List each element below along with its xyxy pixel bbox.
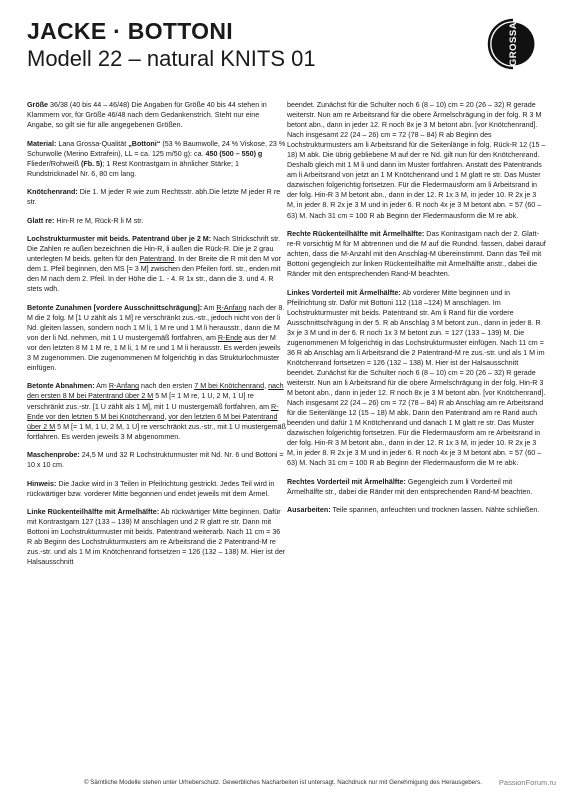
instruction-paragraph	[287, 505, 546, 515]
instruction-paragraph	[27, 216, 286, 226]
paragraph-text: Die 1. M jeder R wie zum Rechtsstr. abh.Die letzte M jeder R re str.	[27, 188, 281, 207]
paragraph-text: Ab rückwärtiger Mitte beginnen. Dafür mit Kontrastgarn 127 (133 – 139) M anschlagen und 2 R glatt re str. Dann mit Bottoni im Lochstrukturmuster mit beids. Patentrand weiterarb. Nach 11 cm = 36 R ab Beginn des Lochstrukturmusters am re Arbeitsrand die 2 Patentrand-M re zus.-str. und als 1 M im Knötchenrand fortsetzen = 126 (132 – 138) M. Hier ist der Halsausschnitt	[27, 508, 286, 567]
lana-grossa-logo	[487, 16, 539, 76]
instruction-paragraph	[27, 100, 286, 130]
paragraph-text: (Fb. 5)	[80, 159, 103, 168]
section-heading: Linke Rückenteilhälfte mit Ärmelhälfte:	[27, 508, 160, 517]
instruction-paragraph	[27, 479, 286, 499]
svg-text:LANA: LANA	[493, 35, 499, 53]
section-heading: Ausarbeiten:	[287, 506, 331, 515]
instruction-paragraph	[287, 288, 546, 469]
svg-text:GROSSA: GROSSA	[508, 21, 519, 67]
paragraph-text: 5 M [= 1 M re, 1 U, 2 M, 1 U] re verschränkt zus.-str. [1 U zählt als 1 M], mit 1 U mustergemäß fortfahren, am	[27, 392, 272, 411]
paragraph-text: ; 1 Rest Kontrastgarn in ähnlicher Stärke; 1 Rundstricknadel Nr. 6, 80 cm lang.	[27, 159, 239, 178]
paragraph-text: Nach Strickschrift str. Die Zahlen re außen bezeichnen die Hin-R, li außen die Rück-R. Die je 2 grau unterlegten M beids. gelten für den	[27, 235, 281, 264]
paragraph-text: 36/38 (40 bis 44 – 46/48) Die Angaben für Größe 40 bis 44 stehen in Klammern vor, für Größe 46/48 nach dem Gedankenstrich. Steht nur eine Angabe, so gilt sie für alle angegebenen Größen.	[27, 101, 267, 130]
instruction-paragraph	[27, 303, 286, 373]
paragraph-text: Das Kontrastgarn nach der 2. Glatt-re-R vorsichtig M für M abtrennen und die M auf die Rundnd. fassen, dabei darauf achten, dass die M-Anzahl mit den Anschlag-M übereinstimmt. Dann das Teil mit Bottoni gegengleich zur linken Rückenteilhälfte mit Ärmelhälfte anstr., dabei die Ränder mit den entsprechenden Rand-M beachten.	[287, 229, 546, 279]
page-subtitle: Modell 22 – natural KNITS 01	[27, 46, 316, 71]
paragraph-text: nach der 8. M die 2 folg. M [1 U zählt als 1 M] re verschränkt zus.-str., jedoch nicht von der li Nd. gleiten lassen, sondern noch 1 M li, 1 M re und 1 M li herausstr., dann die M von der li Nd. nehmen, mit 1 U mustergemäß fortfahren, am	[27, 303, 285, 342]
instruction-paragraph	[287, 229, 546, 279]
instruction-paragraph	[27, 381, 286, 441]
paragraph-text: Gegengleich zum li Vorderteil mit Ärmelhälfte str., dabei die Ränder mit den entsprechenden Rand-M beachten.	[287, 477, 533, 496]
instruction-paragraph	[27, 234, 286, 294]
section-heading: Knötchenrand:	[27, 188, 78, 197]
paragraph-text: Am	[202, 303, 217, 312]
section-heading: Größe	[27, 101, 49, 109]
section-heading: Material:	[27, 139, 57, 148]
paragraph-text: R-Anfang	[108, 382, 140, 391]
instruction-paragraph	[27, 187, 286, 207]
paragraph-text: Lana Grossa-Qualität	[56, 139, 129, 148]
paragraph-text: Die Jacke wird in 3 Teilen in Pfeilrichtung gestrickt. Jedes Teil wird in rückwärtiger bzw. vorderer Mitte begonnen und endet jeweils mit dem Ärmel.	[27, 479, 275, 498]
watermark: PassionForum.ru	[498, 778, 556, 787]
instruction-paragraph	[27, 450, 286, 470]
section-heading: Maschenprobe:	[27, 451, 80, 460]
paragraph-text: „Bottoni“	[128, 139, 161, 148]
page-title: JACKE · BOTTONI	[27, 18, 233, 44]
section-heading: Rechte Rückenteilhälfte mit Ärmelhälfte:	[287, 229, 425, 238]
section-heading: Glatt re:	[27, 216, 55, 225]
section-heading: Betonte Zunahmen [vordere Ausschnittschrägung]:	[27, 303, 203, 312]
right-column	[287, 100, 546, 524]
copyright-footer: © Sämtliche Modelle stehen unter Urheberschutz. Gewerbliches Nacharbeiten ist untersagt. Nachdruck nur mit Genehmigung des Herausgebers.	[83, 779, 482, 786]
paragraph-text: ,	[164, 412, 169, 421]
instruction-paragraph	[287, 100, 546, 221]
paragraph-text: (53 % Baumwolle, 24 % Viskose, 23 % Schurwolle (Merino Extrafein), LL = ca. 125 m/50 g): ca.	[27, 139, 286, 158]
paragraph-text: Teile spannen, anfeuchten und trocknen lassen. Nähte schließen.	[330, 506, 540, 515]
paragraph-text: Am	[94, 382, 109, 391]
paragraph-text: vor den letzten 6 M bei Patentrand über 2 M	[27, 412, 278, 431]
paragraph-text: Flieder/Rohweiß	[27, 159, 81, 168]
paragraph-text: ,	[264, 382, 269, 391]
paragraph-text: Hin-R re M, Rück-R li M str.	[54, 216, 144, 225]
section-heading: Hinweis:	[27, 479, 57, 488]
section-heading: Rechtes Vorderteil mit Ärmelhälfte:	[287, 477, 406, 486]
paragraph-text: R-Anfang	[216, 303, 247, 312]
paragraph-text: R-Ende	[217, 333, 243, 342]
instruction-paragraph	[27, 139, 286, 179]
paragraph-text: nach den ersten	[139, 382, 195, 391]
paragraph-text: nach den ersten 8 M bei Patentrand über 2 M	[27, 382, 284, 401]
paragraph-text: R-Ende vor den letzten 5 M bei Knötchenrand	[27, 402, 279, 421]
paragraph-text: . In der Breite die R mit den M vor dem 1. Pfeil beginnen, den MS [= 3 M] zwischen den Pfeilen fortl. str., enden mit den M nach dem 2. Pfeil. In der Höhe die 1. - 4. R 1x str., dann die 3. und 4. R stets wdh.	[27, 255, 282, 294]
section-heading: Betonte Abnahmen:	[27, 382, 95, 391]
section-heading: Lochstrukturmuster mit beids. Patentrand über je 2 M:	[27, 235, 212, 244]
paragraph-text: beendet. Zunächst für die Schulter noch 6 (8 – 10) cm = 20 (26 – 32) R gerade weiterstr. Nun am re Arbeitsrand für die obere Ärmelschrägung in der folg. R 3 M betont abn., dann in jeder 12. R noch 8x je 3 M betont abn. [vor Knötchenrand]. Nach insgesamt 22 (24 – 26) cm = 72 (78 – 84) R ab Beginn des Lochstrukturmusters am li Arbeitsrand für die Seitenlänge in folg. Rück-R 12 (15 – 18) M abk. Die übrig gebliebene M auf der re Nd. gilt nun für den Knötchenrand. Deshalb gleich mit 1 M li und dann im Muster fortfahren. Anstatt des Patentrands am li Arbeitsrand von jetzt an 1 M Knötchenrand und 1 M glatt re str. Das Muster dazwischen folgerichtig fortsetzen. Für die Fledermausform am li Arbeitsrand in der folg. Hin-R 3 M betont abn., dann in der 12. R 1x 3 M, in jeder 10. R 2x je 3 M, in jeder 8. R 2x je 3 M und in jeder 6. R noch 4x je 3 M betont abn. = 57 (60 – 63) M. Nach 31 cm = 100 R ab Beginn der Fledermausform die M re abk.	[287, 101, 546, 220]
paragraph-text: 7 M bei Knötchenrand	[194, 382, 265, 391]
paragraph-text: Ab vorderer Mitte beginnen und in Pfeilrichtung str. Dafür mit Bottoni 112 (118 –124) M anschlagen. Im Lochstrukturmuster mit beids. Patentrand str. Am li Rand für die vordere Ausschnittschrägung in der 5. R ab Anschlag 3 M betont zun., dann in jeder 8. R 3x je 3 M und in der 6. R noch 1x 3 M betont zun. = 127 (133 – 139) M. Die zugenommenen M folgerichtig in das Lochstrukturmuster einfügen. Nach 11 cm = 36 R ab Anschlag am li Arbeitsrand die 2 Patentrand-M re zus.-str. und als 1 M im Knötchenrand fortsetzen = 126 (132 – 138) M. Hier ist der Halsausschnitt beendet. Zunächst für die Schulter noch 6 (8 – 10) cm = 20 (26 – 32) R gerade weiterstr. Nun am li Arbeitsrand für die obere Ärmelschrägung in der folg. Hin-R 3 M betont abn., dann in jeder 12. R noch 8x je 3 M betont abn. [vor Knötchenrand]. Nach insgesamt 22 (24 – 26) cm = 72 (78 – 84) R ab Anschlag am re Arbeitsrand für die Seitenlänge 12 (15 – 18) M abk. Dann den Patentrand am re Rand auch beenden und dafür 1 M Knötchenrand und danach 1 M glatt re str. Das Muster dazwischen folgerichtig fortsetzen. Für die Fledermausform am re Arbeitsrand in der folg. Hin-R 3 M betont abn., dann in der 12. R 1x 3 M, in jeder 10. R 2x je 3 M, in jeder 8. R 2x je 3 M und in jeder 6. R noch 4x je 3 M betont abn. = 57 (60 – 63) M. Nach 31 cm = 100 R ab Beginn der Fledermausform die M re abk.	[287, 288, 546, 468]
section-heading: Linkes Vorderteil mit Ärmelhälfte:	[287, 288, 401, 297]
instruction-paragraph	[27, 507, 286, 567]
paragraph-text: 450 (500 – 550) g	[205, 149, 263, 158]
instruction-paragraph	[287, 477, 546, 497]
paragraph-text: 5 M [= 1 M, 1 U, 2 M, 1 U] re verschränkt zus.-str., mit 1 U mustergemäß fortfahren. Es werden jeweils 3 M abgenommen.	[27, 422, 286, 441]
left-column	[27, 100, 286, 576]
paragraph-text: 24,5 M und 32 R Lochstrukturmuster mit Nd. Nr. 6 und Bottoni = 10 x 10 cm.	[27, 451, 284, 470]
paragraph-text: Patentrand	[139, 255, 175, 264]
paragraph-text: aus der M vor den letzten 8 M 1 M re, 1 M li, 1 M re und 1 M li herausstr. Es werden jeweils 3 M zugenommen. Die zugenommenen M folgerichtig in das Strukturlochmuster einfügen.	[27, 333, 281, 372]
